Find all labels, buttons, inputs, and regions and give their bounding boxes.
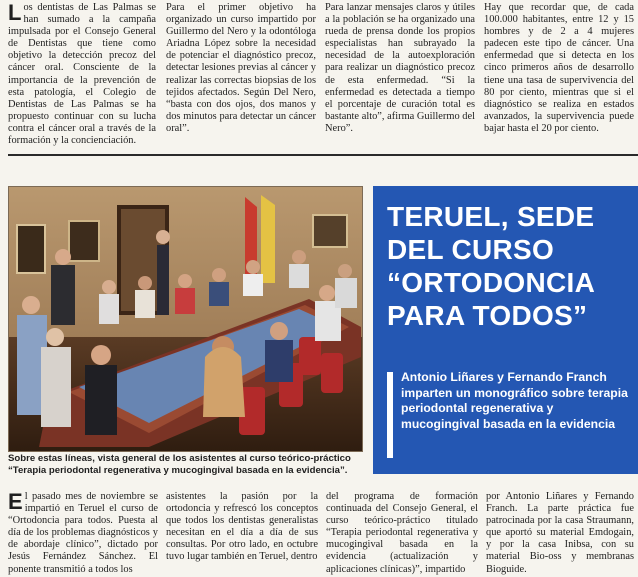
article-headline: TERUEL, SEDE DEL CURSO “ORTODONCIA PARA TODOS” [387, 201, 595, 331]
top-column-4: Hay que recordar que, de cada 100.000 habitantes, entre 12 y 15 hombres y de 2 a 4 mujeres padecen este tipo de cáncer. Una enfermedad que si detecta en los cinco primeros años de desarrollo tiene una tasa de supervivencia del 80 por ciento, mientras que si el diagnóstico se realiza en estados avanzados, la supervivencia puede bajar hasta el 20 por ciento. [484, 2, 634, 134]
standing-man-head [156, 230, 170, 244]
course-photo [8, 186, 363, 452]
wall-painting-2 [69, 221, 99, 261]
standing-man-body [157, 245, 169, 315]
bottom-column-4: por Antonio Liñares y Fernando Franch. La parte práctica fue patrocinada por la casa Straumann, que aportó su material Emdogain, y por la casa Inibsa, con su material Bio-oss y membranas Bioguide. [486, 491, 634, 575]
flag-right [261, 195, 275, 283]
headline-box [373, 186, 638, 474]
top-column-1 [8, 2, 156, 147]
dropcap-e: E [8, 489, 23, 514]
subhead-accent-bar [387, 372, 393, 458]
article-subhead: Antonio Liñares y Fernando Franch imparten un monográfico sobre terapia periodontal regenerativa y mucogingival basada en la evidencia [401, 370, 628, 431]
bottom-column-1 [8, 491, 158, 576]
top-column-2: Para el primer objetivo ha organizado un curso impartido por Guillermo del Nero y la odontóloga Ariadna López sobre la necesidad de potenciar el diagnóstico precoz, detectar lesiones previas al cáncer y realizar las correctas biopsias de los tejidos afectados. Según Del Nero, “basta con dos ojos, dos manos y dos minutos para detectar un cáncer oral”. [166, 2, 316, 134]
top-column-1-text: os dentistas de Las Palmas se han sumado a la campaña impulsada por el Consejo General de Dentistas que tiene como objetivo la detección precoz del cáncer oral. Consciente de la importancia de la prevención de esta patología, el Colegio de Dentistas de Las Palmas se ha propuesto continuar con su lucha contra el cáncer oral a través de la formación y la concienciación. [8, 2, 156, 147]
meeting-room-illustration [9, 187, 362, 451]
section-divider [8, 154, 638, 156]
bottom-column-3: del programa de formación continuada del Consejo General, el curso teórico-práctico titulado “Terapia periodontal regenerativa y mucogingival basada en la evidencia (actualización y aplicaciones clínicas)”, impartido [326, 491, 478, 575]
wall-painting-left [17, 225, 45, 273]
photo-caption: Sobre estas líneas, vista general de los asistentes al curso teórico-práctico “Terapia periodontal regenerativa y mucogingival basada en la evidencia”. [8, 453, 351, 476]
bottom-column-2: asistentes la pasión por la ortodoncia y refrescó los conceptos que todos los dentistas generalistas necesitan en el día a día de sus consultas. Por otro lado, en octubre tuvo lugar también en Teruel, dentro [166, 491, 318, 563]
dropcap-l: L [8, 0, 22, 25]
wall-painting-right [313, 215, 347, 247]
top-column-3: Para lanzar mensajes claros y útiles a la población se ha organizado una rueda de prensa donde los propios especialistas han subrayado la necesidad de la autoexploración para realizar un diagnóstico precoz de esta enfermedad. “Si la enfermedad es detectada a tiempo el porcentaje de curación total es bastante alto”, afirma Guillermo del Nero”. [325, 2, 475, 134]
bottom-column-1-text: l pasado mes de noviembre se impartió en Teruel el curso de “Ortodoncia para todos. Puesta al día de los problemas diagnósticos y de abordaje clínico”, dictado por Jesús Fernández Sánchez. El ponente transmitió a todos los [8, 491, 158, 575]
